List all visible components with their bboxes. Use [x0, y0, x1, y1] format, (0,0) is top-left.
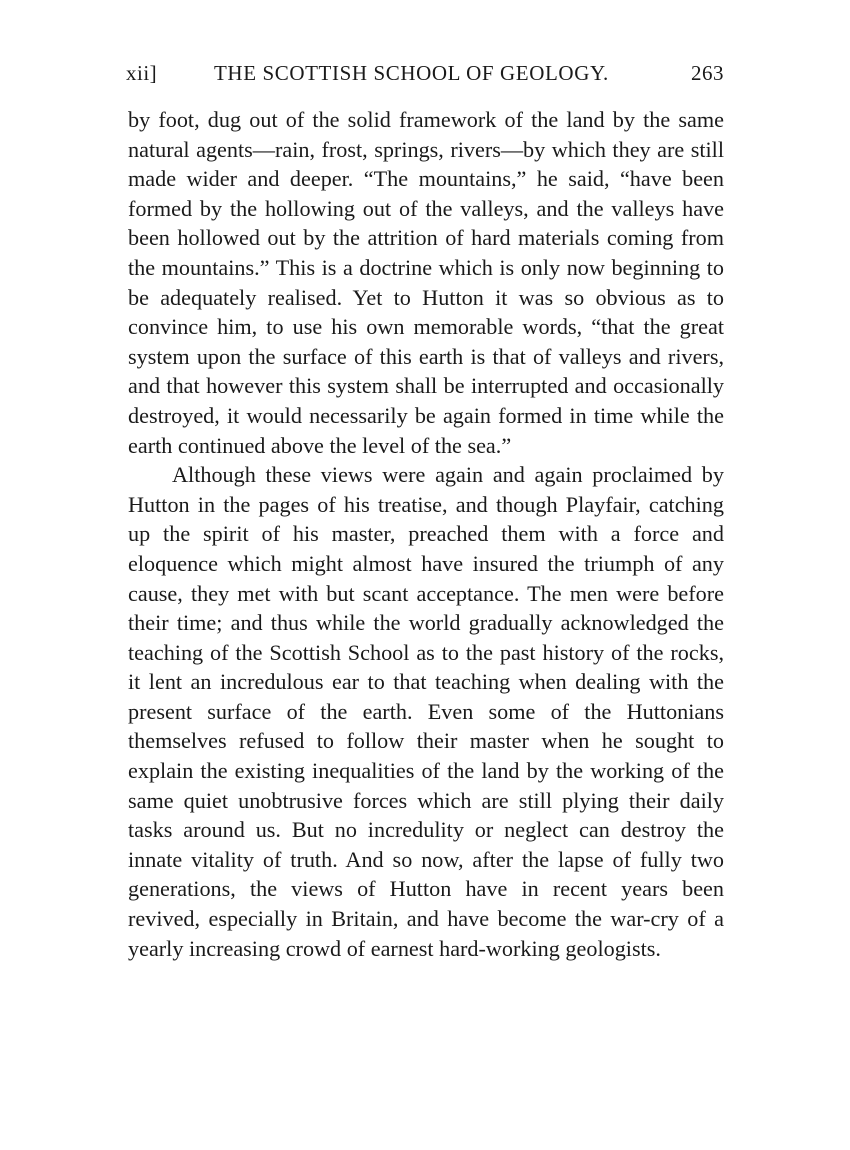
running-head	[128, 56, 724, 90]
chapter-number: xii]	[126, 61, 158, 85]
paragraph: Although these views were again and again proclaimed by Hutton in the pages of his treatise, and though Playfair, catching up the spirit of his master, preached them with a force and eloquence which might almost have insured the triumph of any cause, they met with but scant acceptance. The men were before their time; and thus while the world gradually acknowledged the teaching of the Scottish School as to the past history of the rocks, it lent an incredulous ear to that teaching when dealing with the present surface of the earth. Even some of the Huttonians themselves refused to follow their master when he sought to explain the existing inequalities of the land by the working of the same quiet unobtrusive forces which are still plying their daily tasks around us. But no incredulity or neglect can destroy the innate vitality of truth. And so now, after the lapse of fully two generations, the views of Hutton have in recent years been revived, especially in Britain, and have become the war-cry of a yearly increasing crowd of earnest hard-working geologists.	[128, 462, 724, 961]
page-number: 263	[691, 61, 724, 85]
paragraph-continuation: by foot, dug out of the solid framework of the land by the same natural agents—rain, frost, springs, rivers—by which they are still made wider and deeper. “The mountains,” he said, “have been formed by the hollowing out of the valleys, and the valleys have been hollowed out by the attrition of hard materials coming from the mountains.” This is a doctrine which is only now beginning to be adequately realised. Yet to Hutton it was so obvious as to convince him, to use his own memorable words, “that the great system upon the surface of this earth is that of valleys and rivers, and that however this system shall be interrupted and occasionally destroyed, it would necessarily be again formed in time while the earth continued above the level of the sea.”	[128, 107, 724, 458]
running-title: THE SCOTTISH SCHOOL OF GEOLOGY.	[214, 61, 609, 85]
body-text	[128, 105, 724, 963]
book-page	[128, 56, 724, 963]
